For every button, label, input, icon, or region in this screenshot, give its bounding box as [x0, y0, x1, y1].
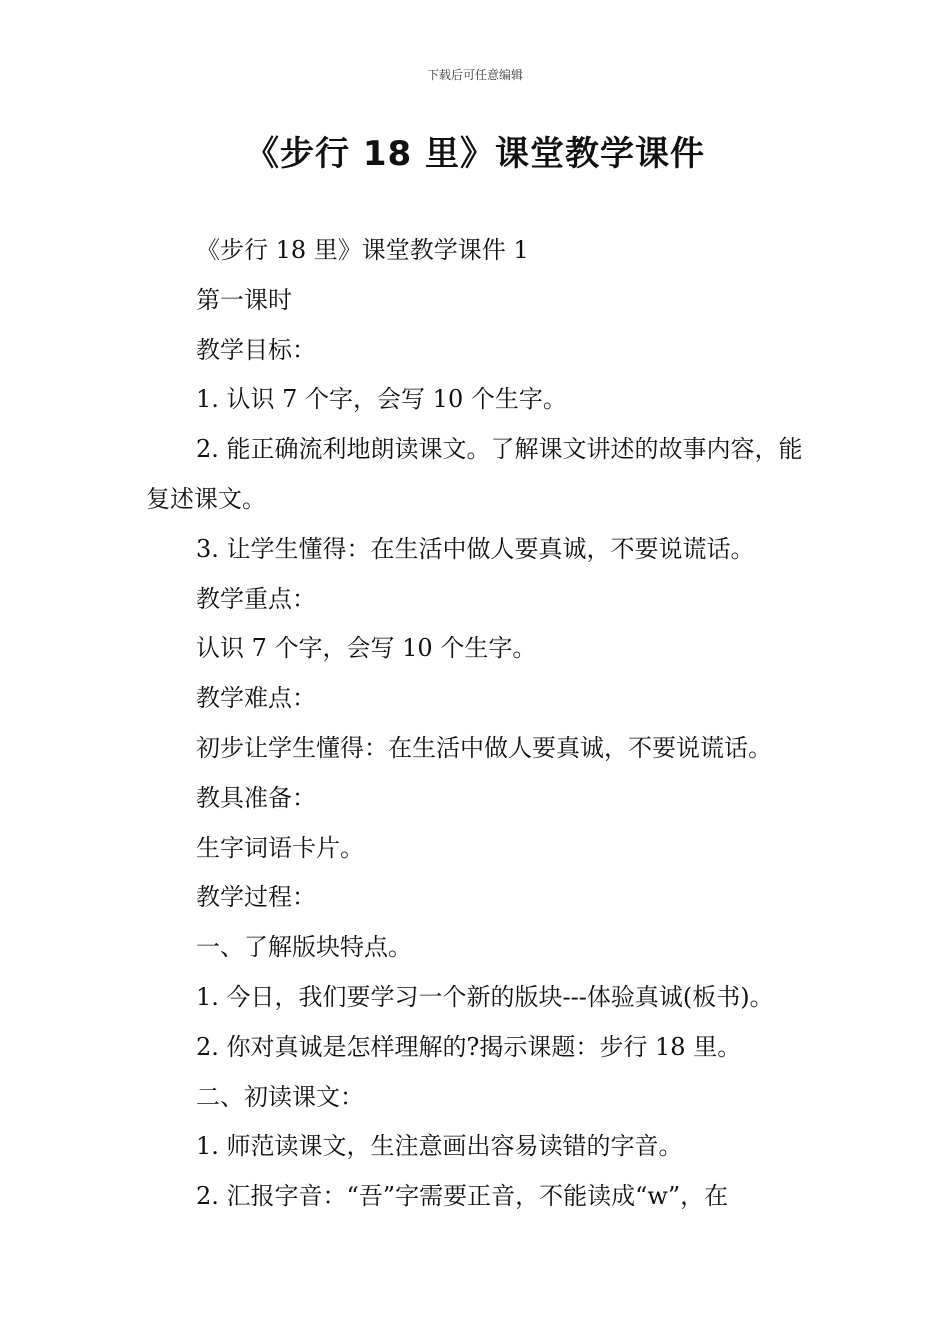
paragraph-goals-heading: 教学目标： — [196, 335, 316, 364]
paragraph-step-2-2: 2. 汇报字音：“吾”字需要正音，不能读成“w”，在 — [196, 1182, 729, 1211]
paragraph-difficulty: 初步让学生懂得：在生活中做人要真诚，不要说谎话。 — [196, 733, 772, 762]
paragraph-goal-1: 1. 认识 7 个字，会写 10 个生字。 — [196, 385, 567, 414]
paragraph-step-1-1: 1. 今日，我们要学习一个新的版块---体验真诚(板书)。 — [196, 982, 774, 1011]
paragraph-difficulty-heading: 教学难点： — [196, 684, 316, 713]
paragraph-subtitle: 《步行 18 里》课堂教学课件 1 — [196, 236, 529, 264]
paragraph-goal-2: 2. 能正确流利地朗读课文。了解课文讲述的故事内容，能复述课文。 — [146, 435, 803, 513]
paragraph-focus: 认识 7 个字，会写 10 个生字。 — [196, 634, 537, 663]
document-body — [146, 226, 810, 1222]
paragraph-step-2-1: 1. 师范读课文，生注意画出容易读错的字音。 — [196, 1132, 683, 1161]
header-note: 下载后可任意编辑 — [426, 68, 523, 82]
paragraph-materials: 生字词语卡片。 — [196, 833, 364, 862]
paragraph-lesson: 第一课时 — [196, 285, 292, 314]
paragraph-step-1-2: 2. 你对真诚是怎样理解的?揭示课题：步行 18 里。 — [196, 1032, 742, 1061]
paragraph-goal-3: 3. 让学生懂得：在生活中做人要真诚，不要说谎话。 — [196, 534, 755, 563]
paragraph-section-2: 二、初读课文： — [196, 1082, 364, 1111]
paragraph-section-1: 一、了解版块特点。 — [196, 933, 412, 962]
paragraph-materials-heading: 教具准备： — [196, 783, 316, 812]
paragraph-process-heading: 教学过程： — [196, 883, 316, 912]
document-title: 《步行 18 里》课堂教学课件 — [245, 134, 705, 174]
paragraph-focus-heading: 教学重点： — [196, 584, 316, 613]
